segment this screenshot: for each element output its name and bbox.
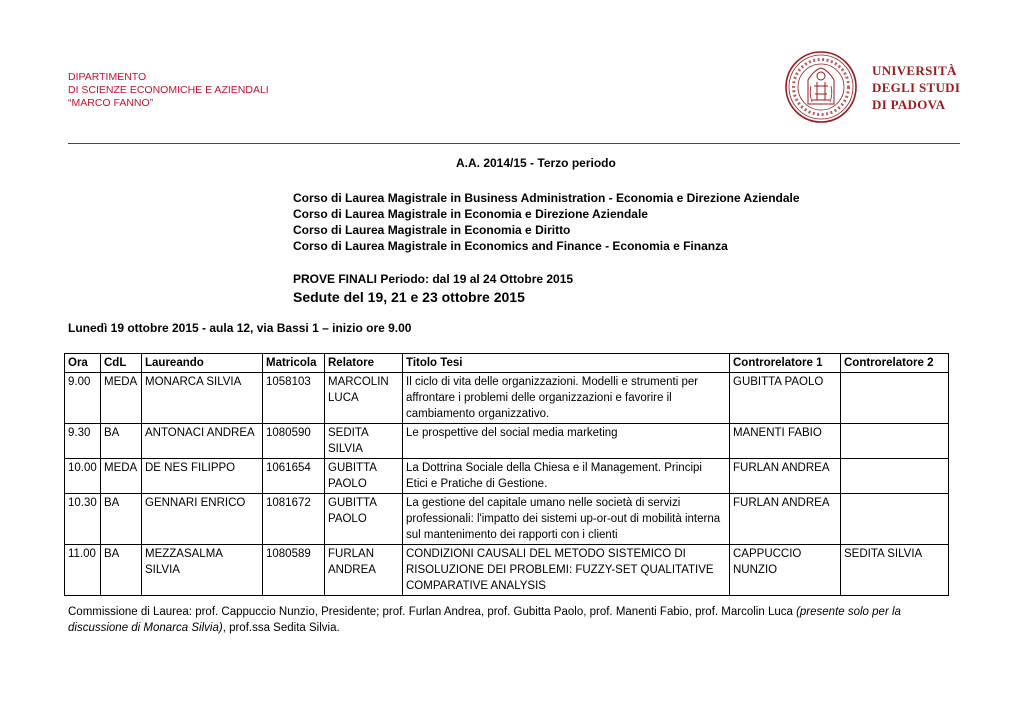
- cell-matricola: 1061654: [263, 459, 325, 494]
- commission-text: Commissione di Laurea: prof. Cappuccio Nunzio, Presidente; prof. Furlan Andrea, prof. Gubitta Paolo, prof. Manenti Fabio, prof. Marcolin Luca: [68, 606, 797, 618]
- cell-controrelatore-2: SEDITA SILVIA: [841, 545, 949, 596]
- col-header-matricola: Matricola: [263, 354, 325, 373]
- cell-titolo: Il ciclo di vita delle organizzazioni. Modelli e strumenti per affrontare i problemi delle organizzazioni e favorire il cambiamento organizzativo.: [403, 373, 730, 424]
- cell-controrelatore-1: CAPPUCCIO NUNZIO: [730, 545, 841, 596]
- cell-controrelatore-2: [841, 424, 949, 459]
- cell-matricola: 1080589: [263, 545, 325, 596]
- cell-matricola: 1080590: [263, 424, 325, 459]
- cell-laureando: MEZZASALMA SILVIA: [142, 545, 263, 596]
- department-line: “MARCO FANNO”: [68, 97, 154, 109]
- commission-italic-note: (presente solo per la discussione di Monarca Silvia): [68, 606, 901, 634]
- col-header-titolo: Titolo Tesi: [403, 354, 730, 373]
- cell-relatore: GUBITTA PAOLO: [325, 494, 403, 545]
- cell-controrelatore-2: [841, 494, 949, 545]
- cell-titolo: La Dottrina Sociale della Chiesa e il Management. Principi Etici e Pratiche di Gestione.: [403, 459, 730, 494]
- cell-relatore: MARCOLIN LUCA: [325, 373, 403, 424]
- cell-titolo: CONDIZIONI CAUSALI DEL METODO SISTEMICO DI RISOLUZIONE DEI PROBLEMI: FUZZY-SET QUALITATIVE COMPARATIVE ANALYSIS: [403, 545, 730, 596]
- academic-period: A.A. 2014/15 - Terzo periodo: [456, 156, 616, 170]
- commission-note: [68, 604, 960, 636]
- col-header-laureando: Laureando: [142, 354, 263, 373]
- col-header-ora: Ora: [65, 354, 101, 373]
- cell-ora: 11.00: [65, 545, 101, 596]
- cell-titolo: La gestione del capitale umano nelle società di servizi professionali: l'impatto dei sistemi up-or-out di mobilità interna sul mantenimento dei rapporti con i clienti: [403, 494, 730, 545]
- cell-matricola: 1081672: [263, 494, 325, 545]
- cell-controrelatore-2: [841, 459, 949, 494]
- cell-relatore: FURLAN ANDREA: [325, 545, 403, 596]
- cell-controrelatore-1: FURLAN ANDREA: [730, 459, 841, 494]
- cell-relatore: GUBITTA PAOLO: [325, 459, 403, 494]
- university-name: [872, 62, 960, 113]
- table-row: [65, 494, 949, 545]
- university-line: DEGLI STUDI: [872, 80, 961, 95]
- commission-text-end: , prof.ssa Sedita Silvia.: [222, 622, 340, 634]
- cell-laureando: MONARCA SILVIA: [142, 373, 263, 424]
- cell-ora: 9.00: [65, 373, 101, 424]
- cell-cdl: MEDA: [101, 373, 142, 424]
- course-item: Corso di Laurea Magistrale in Economia e Direzione Aziendale: [293, 207, 648, 221]
- cell-controrelatore-2: [841, 373, 949, 424]
- course-item: Corso di Laurea Magistrale in Economics and Finance - Economia e Finanza: [293, 239, 728, 253]
- col-header-controrelatore-1: Controrelatore 1: [730, 354, 841, 373]
- cell-laureando: ANTONACI ANDREA: [142, 424, 263, 459]
- header-divider: [68, 143, 960, 144]
- department-line: DIPARTIMENTO: [68, 71, 147, 83]
- table-row: [65, 424, 949, 459]
- table-row: [65, 545, 949, 596]
- university-seal-icon: [784, 50, 858, 124]
- cell-ora: 10.30: [65, 494, 101, 545]
- col-header-cdl: CdL: [101, 354, 142, 373]
- table-row: [65, 373, 949, 424]
- cell-laureando: DE NES FILIPPO: [142, 459, 263, 494]
- cell-ora: 10.00: [65, 459, 101, 494]
- cell-matricola: 1058103: [263, 373, 325, 424]
- university-line: UNIVERSITÀ: [872, 63, 957, 78]
- cell-cdl: BA: [101, 494, 142, 545]
- university-line: DI PADOVA: [872, 97, 946, 112]
- cell-titolo: Le prospettive del social media marketing: [403, 424, 730, 459]
- cell-controrelatore-1: GUBITTA PAOLO: [730, 373, 841, 424]
- col-header-relatore: Relatore: [325, 354, 403, 373]
- course-item: Corso di Laurea Magistrale in Business Administration - Economia e Direzione Aziendale: [293, 191, 800, 205]
- table-row: [65, 459, 949, 494]
- final-exams-period: PROVE FINALI Periodo: dal 19 al 24 Ottobre 2015: [293, 272, 574, 286]
- cell-cdl: MEDA: [101, 459, 142, 494]
- course-item: Corso di Laurea Magistrale in Economia e Diritto: [293, 223, 571, 237]
- course-list: [293, 190, 800, 254]
- cell-controrelatore-1: FURLAN ANDREA: [730, 494, 841, 545]
- cell-ora: 9.30: [65, 424, 101, 459]
- session-info: Lunedì 19 ottobre 2015 - aula 12, via Bassi 1 – inizio ore 9.00: [68, 321, 412, 335]
- sessions-title: Sedute del 19, 21 e 23 ottobre 2015: [293, 289, 525, 305]
- cell-laureando: GENNARI ENRICO: [142, 494, 263, 545]
- cell-controrelatore-1: MANENTI FABIO: [730, 424, 841, 459]
- cell-relatore: SEDITA SILVIA: [325, 424, 403, 459]
- department-name: [68, 71, 269, 110]
- thesis-schedule-table: [64, 353, 949, 596]
- col-header-controrelatore-2: Controrelatore 2: [841, 354, 949, 373]
- cell-cdl: BA: [101, 545, 142, 596]
- cell-cdl: BA: [101, 424, 142, 459]
- department-line: DI SCIENZE ECONOMICHE E AZIENDALI: [68, 84, 269, 96]
- table-header-row: [65, 354, 949, 373]
